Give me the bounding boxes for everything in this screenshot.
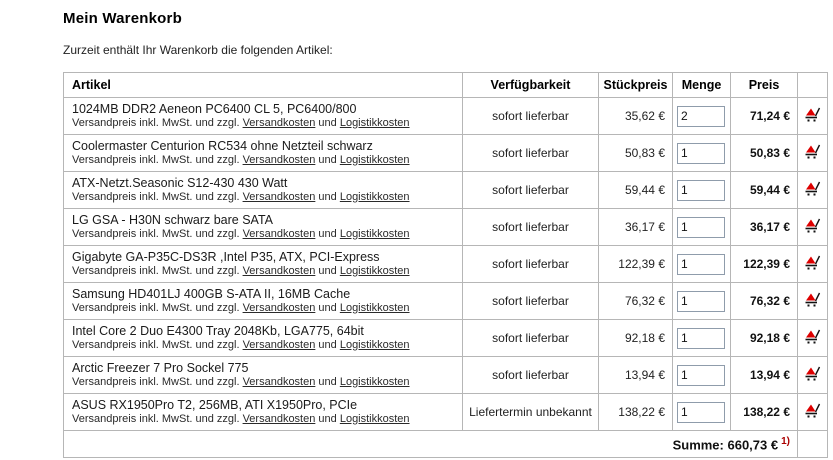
shipping-note: [72, 413, 458, 426]
unit-price: 13,94 €: [599, 357, 673, 394]
col-header-menge: Menge: [673, 73, 731, 98]
remove-cell: [798, 135, 828, 172]
article-cell: [64, 246, 463, 283]
line-price: 138,22 €: [731, 394, 798, 431]
cart-item-row: [64, 246, 828, 283]
article-cell: [64, 98, 463, 135]
quantity-input[interactable]: [677, 217, 725, 238]
summary-label: Summe:: [672, 437, 728, 453]
remove-cell: [798, 283, 828, 320]
logistikkosten-link[interactable]: Logistikkosten: [339, 412, 410, 425]
shipping-note-middle: und: [315, 190, 340, 203]
remove-item-button[interactable]: [804, 254, 822, 271]
cart-table: [63, 72, 828, 458]
quantity-input[interactable]: [677, 254, 725, 275]
line-price: 92,18 €: [731, 320, 798, 357]
logistikkosten-link[interactable]: Logistikkosten: [339, 264, 410, 277]
article-cell: [64, 283, 463, 320]
quantity-cell: [673, 135, 731, 172]
quantity-cell: [673, 172, 731, 209]
remove-from-cart-icon: [804, 143, 822, 160]
shipping-note-prefix: Versandpreis inkl. MwSt. und zzgl.: [72, 338, 243, 351]
cart-item-row: [64, 172, 828, 209]
shipping-note-prefix: Versandpreis inkl. MwSt. und zzgl.: [72, 227, 243, 240]
remove-from-cart-icon: [804, 291, 822, 308]
remove-from-cart-icon: [804, 106, 822, 123]
shipping-note-prefix: Versandpreis inkl. MwSt. und zzgl.: [72, 375, 243, 388]
product-name: Coolermaster Centurion RC534 ohne Netzteil schwarz: [72, 138, 373, 153]
logistikkosten-link[interactable]: Logistikkosten: [339, 338, 410, 351]
shipping-note-middle: und: [315, 116, 340, 129]
quantity-cell: [673, 209, 731, 246]
shipping-note: [72, 376, 458, 389]
quantity-input[interactable]: [677, 106, 725, 127]
shipping-note-prefix: Versandpreis inkl. MwSt. und zzgl.: [72, 190, 243, 203]
col-header-preis: Preis: [731, 73, 798, 98]
quantity-cell: [673, 320, 731, 357]
shipping-note-middle: und: [315, 301, 340, 314]
line-price: 71,24 €: [731, 98, 798, 135]
article-cell: [64, 357, 463, 394]
remove-cell: [798, 394, 828, 431]
line-price: 13,94 €: [731, 357, 798, 394]
shipping-note-middle: und: [315, 153, 340, 166]
cart-item-row: [64, 357, 828, 394]
versandkosten-link[interactable]: Versandkosten: [242, 190, 316, 203]
remove-from-cart-icon: [804, 402, 822, 419]
table-header-row: [64, 73, 828, 98]
line-price: 50,83 €: [731, 135, 798, 172]
shipping-note-prefix: Versandpreis inkl. MwSt. und zzgl.: [72, 153, 243, 166]
remove-cell: [798, 357, 828, 394]
quantity-input[interactable]: [677, 291, 725, 312]
quantity-cell: [673, 394, 731, 431]
remove-cell: [798, 246, 828, 283]
unit-price: 92,18 €: [599, 320, 673, 357]
quantity-input[interactable]: [677, 180, 725, 201]
availability-text: Liefertermin unbekannt: [463, 394, 599, 431]
footnote-marker: 1): [781, 435, 790, 447]
shipping-note: [72, 228, 458, 241]
shipping-note-middle: und: [315, 227, 340, 240]
availability-text: sofort lieferbar: [463, 357, 599, 394]
page-title: Mein Warenkorb: [63, 10, 182, 27]
remove-item-button[interactable]: [804, 106, 822, 123]
shipping-note: [72, 117, 458, 130]
col-header-artikel: Artikel: [64, 73, 463, 98]
remove-item-button[interactable]: [804, 291, 822, 308]
logistikkosten-link[interactable]: Logistikkosten: [339, 375, 410, 388]
logistikkosten-link[interactable]: Logistikkosten: [339, 190, 410, 203]
cart-item-row: [64, 394, 828, 431]
product-name: ASUS RX1950Pro T2, 256MB, ATI X1950Pro, PCIe: [72, 397, 358, 412]
unit-price: 59,44 €: [599, 172, 673, 209]
line-price: 36,17 €: [731, 209, 798, 246]
line-price: 122,39 €: [731, 246, 798, 283]
unit-price: 138,22 €: [599, 394, 673, 431]
summary-value: 660,73 €: [727, 437, 779, 453]
col-header-icon: [798, 73, 828, 98]
remove-item-button[interactable]: [804, 180, 822, 197]
unit-price: 76,32 €: [599, 283, 673, 320]
product-name: Gigabyte GA-P35C-DS3R ,Intel P35, ATX, PCI-Express: [72, 249, 380, 264]
unit-price: 36,17 €: [599, 209, 673, 246]
logistikkosten-link[interactable]: Logistikkosten: [339, 116, 410, 129]
remove-from-cart-icon: [804, 328, 822, 345]
quantity-cell: [673, 283, 731, 320]
availability-text: sofort lieferbar: [463, 172, 599, 209]
logistikkosten-link[interactable]: Logistikkosten: [339, 153, 410, 166]
cart-item-row: [64, 98, 828, 135]
quantity-cell: [673, 246, 731, 283]
cart-intro-text: Zurzeit enthält Ihr Warenkorb die folgenden Artikel:: [63, 43, 333, 57]
cart-page: [63, 10, 827, 458]
shipping-note-prefix: Versandpreis inkl. MwSt. und zzgl.: [72, 116, 243, 129]
availability-text: sofort lieferbar: [463, 283, 599, 320]
product-name: 1024MB DDR2 Aeneon PC6400 CL 5, PC6400/800: [72, 101, 357, 116]
remove-item-button[interactable]: [804, 402, 822, 419]
shipping-note: [72, 339, 458, 352]
remove-item-button[interactable]: [804, 328, 822, 345]
logistikkosten-link[interactable]: Logistikkosten: [339, 227, 410, 240]
logistikkosten-link[interactable]: Logistikkosten: [339, 301, 410, 314]
unit-price: 35,62 €: [599, 98, 673, 135]
product-name: ATX-Netzt.Seasonic S12-430 430 Watt: [72, 175, 288, 190]
versandkosten-link[interactable]: Versandkosten: [242, 227, 316, 240]
versandkosten-link[interactable]: Versandkosten: [242, 153, 316, 166]
product-name: Samsung HD401LJ 400GB S-ATA II, 16MB Cache: [72, 286, 351, 301]
line-price: 59,44 €: [731, 172, 798, 209]
shipping-note-prefix: Versandpreis inkl. MwSt. und zzgl.: [72, 412, 243, 425]
shipping-note-middle: und: [315, 375, 340, 388]
remove-cell: [798, 98, 828, 135]
shipping-note: [72, 265, 458, 278]
versandkosten-link[interactable]: Versandkosten: [242, 301, 316, 314]
unit-price: 122,39 €: [599, 246, 673, 283]
quantity-cell: [673, 98, 731, 135]
versandkosten-link[interactable]: Versandkosten: [242, 412, 316, 425]
article-cell: [64, 394, 463, 431]
remove-item-button[interactable]: [804, 365, 822, 382]
remove-from-cart-icon: [804, 365, 822, 382]
remove-from-cart-icon: [804, 217, 822, 234]
summary-total: [64, 431, 798, 458]
shipping-note-prefix: Versandpreis inkl. MwSt. und zzgl.: [72, 264, 243, 277]
shipping-note-middle: und: [315, 264, 340, 277]
quantity-cell: [673, 357, 731, 394]
quantity-input[interactable]: [677, 365, 725, 386]
article-cell: [64, 209, 463, 246]
quantity-input[interactable]: [677, 402, 725, 423]
line-price: 76,32 €: [731, 283, 798, 320]
article-cell: [64, 135, 463, 172]
cart-item-row: [64, 320, 828, 357]
versandkosten-link[interactable]: Versandkosten: [242, 338, 316, 351]
shipping-note: [72, 191, 458, 204]
remove-cell: [798, 172, 828, 209]
col-header-verfuegbarkeit: Verfügbarkeit: [463, 73, 599, 98]
cart-item-row: [64, 135, 828, 172]
versandkosten-link[interactable]: Versandkosten: [242, 264, 316, 277]
shipping-note: [72, 154, 458, 167]
availability-text: sofort lieferbar: [463, 320, 599, 357]
product-name: Arctic Freezer 7 Pro Sockel 775: [72, 360, 249, 375]
shipping-note: [72, 302, 458, 315]
remove-cell: [798, 209, 828, 246]
availability-text: sofort lieferbar: [463, 209, 599, 246]
remove-from-cart-icon: [804, 180, 822, 197]
article-cell: [64, 172, 463, 209]
product-name: Intel Core 2 Duo E4300 Tray 2048Kb, LGA775, 64bit: [72, 323, 364, 338]
remove-item-button[interactable]: [804, 143, 822, 160]
summary-icon-cell: [798, 431, 828, 458]
quantity-input[interactable]: [677, 143, 725, 164]
article-cell: [64, 320, 463, 357]
availability-text: sofort lieferbar: [463, 98, 599, 135]
summary-row: [64, 431, 828, 458]
cart-item-row: [64, 209, 828, 246]
shipping-note-middle: und: [315, 338, 340, 351]
cart-item-row: [64, 283, 828, 320]
availability-text: sofort lieferbar: [463, 246, 599, 283]
shipping-note-prefix: Versandpreis inkl. MwSt. und zzgl.: [72, 301, 243, 314]
remove-item-button[interactable]: [804, 217, 822, 234]
versandkosten-link[interactable]: Versandkosten: [242, 375, 316, 388]
quantity-input[interactable]: [677, 328, 725, 349]
product-name: LG GSA - H30N schwarz bare SATA: [72, 212, 273, 227]
unit-price: 50,83 €: [599, 135, 673, 172]
remove-cell: [798, 320, 828, 357]
remove-from-cart-icon: [804, 254, 822, 271]
shipping-note-middle: und: [315, 412, 340, 425]
col-header-stueckpreis: Stückpreis: [599, 73, 673, 98]
versandkosten-link[interactable]: Versandkosten: [242, 116, 316, 129]
availability-text: sofort lieferbar: [463, 135, 599, 172]
